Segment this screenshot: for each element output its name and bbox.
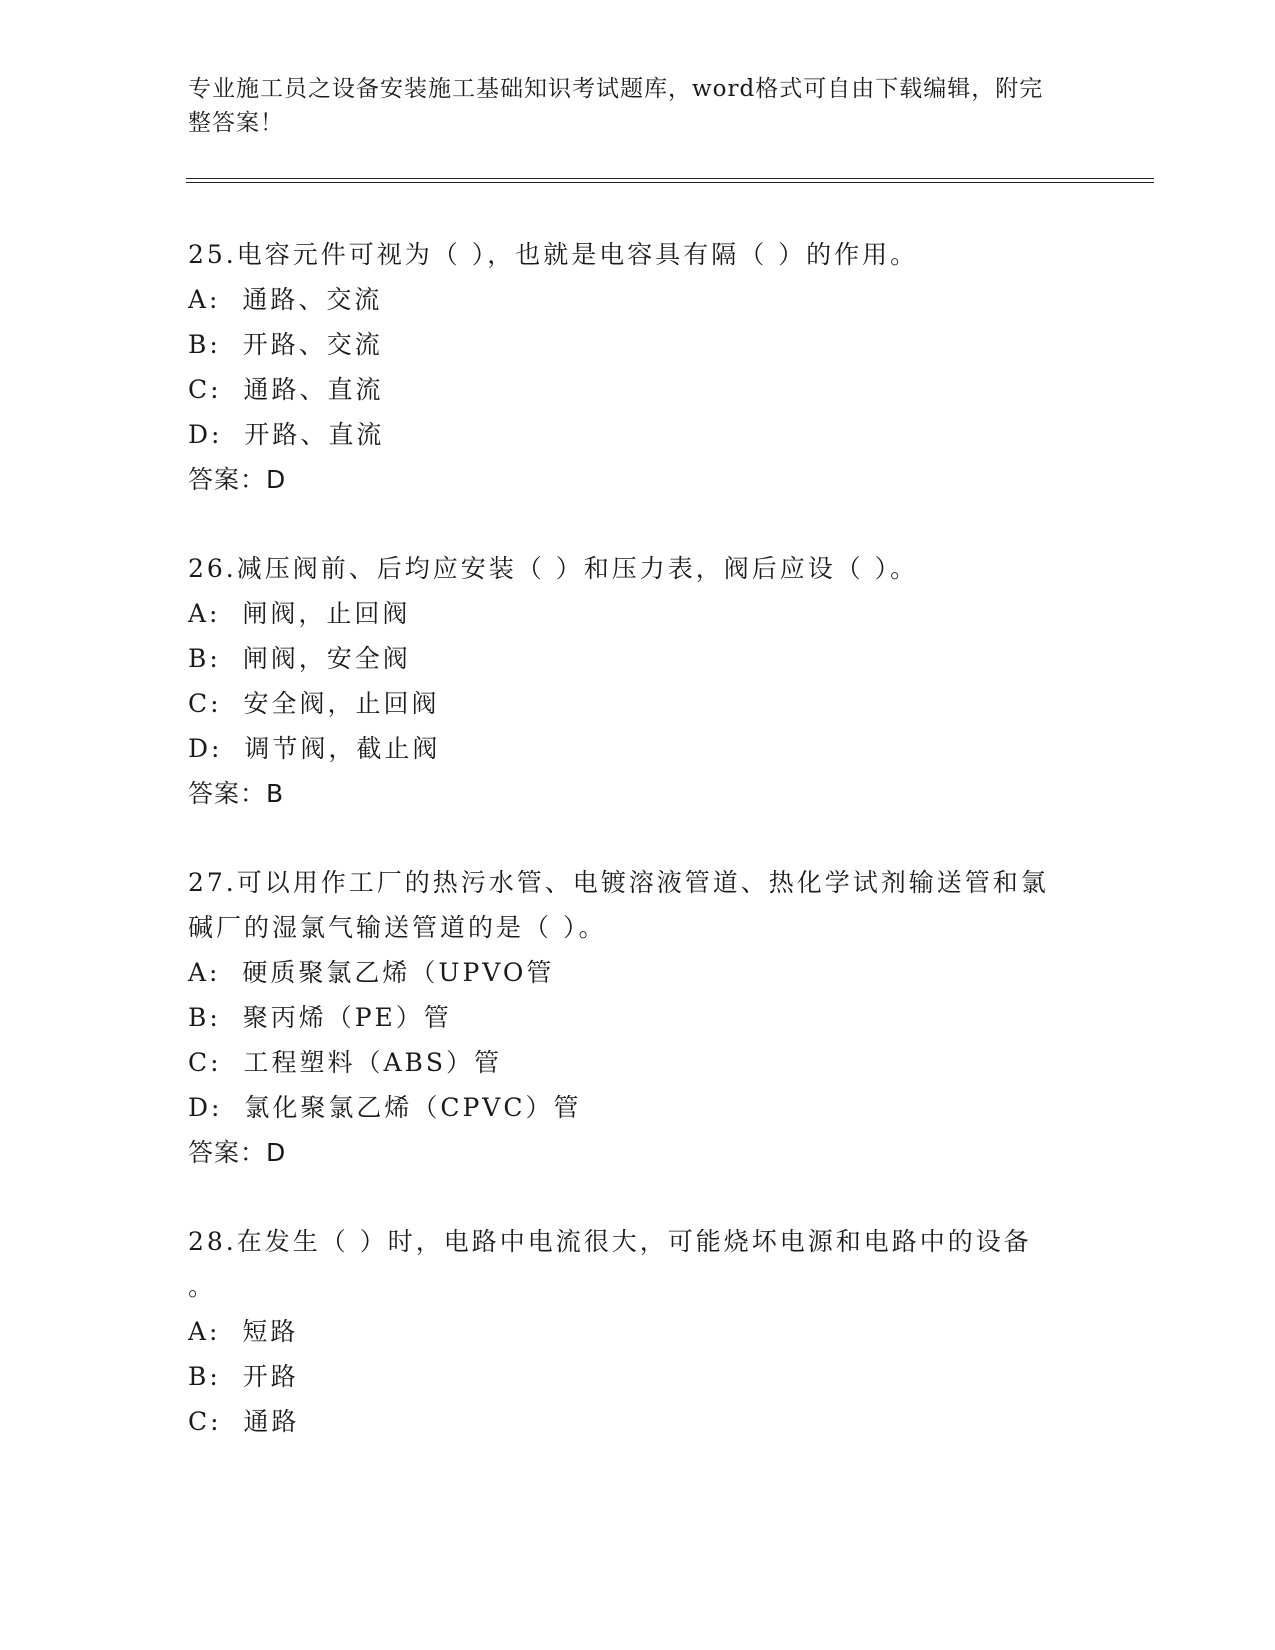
option-a: A: 硬质聚氯乙烯（UPVO管 bbox=[188, 958, 555, 987]
option-d: D: 开路、直流 bbox=[188, 420, 385, 449]
question-26 bbox=[188, 546, 1088, 816]
answer: 答案：B bbox=[188, 779, 285, 808]
question-27 bbox=[188, 860, 1088, 1175]
question-list bbox=[188, 232, 1088, 1488]
option-b: B: 闸阀，安全阀 bbox=[188, 644, 411, 673]
option-d: D: 氯化聚氯乙烯（CPVC）管 bbox=[188, 1093, 582, 1122]
document-header bbox=[188, 72, 1068, 140]
option-c: C: 通路 bbox=[188, 1407, 300, 1436]
option-d: D: 调节阀，截止阀 bbox=[188, 734, 441, 763]
option-c: C: 安全阀，止回阀 bbox=[188, 689, 440, 718]
header-line-2: 整答案！ bbox=[188, 110, 284, 136]
header-rule-top bbox=[186, 178, 1154, 179]
option-b: B: 开路、交流 bbox=[188, 330, 383, 359]
option-b: B: 开路 bbox=[188, 1362, 299, 1391]
option-c: C: 通路、直流 bbox=[188, 375, 384, 404]
answer: 答案：D bbox=[188, 1138, 287, 1167]
question-stem: 27.可以用作工厂的热污水管、电镀溶液管道、热化学试剂输送管和氯 碱厂的湿氯气输送管道的是（ ）。 bbox=[188, 868, 1049, 942]
question-stem: 28.在发生（ ）时，电路中电流很大，可能烧坏电源和电路中的设备 。 bbox=[188, 1227, 1032, 1301]
option-a: A: 通路、交流 bbox=[188, 285, 383, 314]
option-a: A: 闸阀，止回阀 bbox=[188, 599, 411, 628]
option-c: C: 工程塑料（ABS）管 bbox=[188, 1048, 502, 1077]
question-28 bbox=[188, 1219, 1088, 1444]
question-stem: 25.电容元件可视为（ ），也就是电容具有隔（ ）的作用。 bbox=[188, 240, 919, 269]
answer: 答案：D bbox=[188, 465, 287, 494]
header-line-1: 专业施工员之设备安装施工基础知识考试题库，word格式可自由下载编辑，附完 bbox=[188, 76, 1044, 102]
question-stem: 26.减压阀前、后均应安装（ ）和压力表，阀后应设（ ）。 bbox=[188, 554, 919, 583]
option-a: A: 短路 bbox=[188, 1317, 299, 1346]
option-b: B: 聚丙烯（PE）管 bbox=[188, 1003, 452, 1032]
header-rule-bottom bbox=[186, 182, 1154, 183]
question-25 bbox=[188, 232, 1088, 502]
